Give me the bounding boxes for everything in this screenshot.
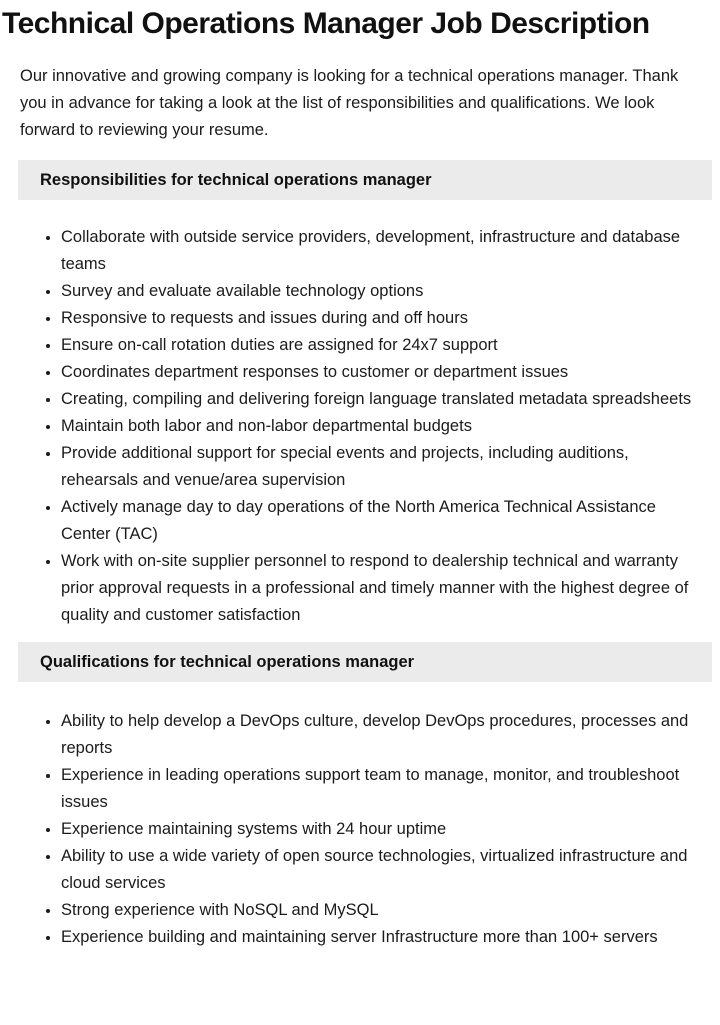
- responsibilities-heading-label: Responsibilities for technical operations manager: [40, 171, 432, 189]
- intro-paragraph: Our innovative and growing company is looking for a technical operations manager. Thank you in advance for taking a look at the list of responsibilities and qualifications. We look forward to reviewing your resume.: [20, 67, 679, 139]
- list-item: • Collaborate with outside service providers, development, infrastructure and database teams: [61, 224, 696, 278]
- list-item: • Ability to use a wide variety of open source technologies, virtualized infrastructure and cloud services: [61, 843, 696, 897]
- list-item: • Experience maintaining systems with 24 hour uptime: [61, 816, 696, 843]
- list-item: • Work with on-site supplier personnel to respond to dealership technical and warranty prior approval requests in a professional and timely manner with the highest degree of quality and customer satisfaction: [61, 548, 696, 629]
- list-item: • Actively manage day to day operations of the North America Technical Assistance Center (TAC): [61, 494, 696, 548]
- section-heading-qualifications: [18, 642, 712, 682]
- qualifications-heading-label: Qualifications for technical operations manager: [40, 653, 415, 671]
- list-item: • Ensure on-call rotation duties are assigned for 24x7 support: [61, 332, 696, 359]
- list-item: • Experience building and maintaining server Infrastructure more than 100+ servers: [61, 924, 696, 951]
- qualifications-list: [0, 708, 696, 951]
- list-item: • Survey and evaluate available technology options: [61, 278, 696, 305]
- responsibilities-list: [0, 224, 696, 629]
- list-item: • Experience in leading operations support team to manage, monitor, and troubleshoot issues: [61, 762, 696, 816]
- list-item: • Maintain both labor and non-labor departmental budgets: [61, 413, 696, 440]
- section-heading-responsibilities: [18, 160, 712, 200]
- list-item: • Creating, compiling and delivering foreign language translated metadata spreadsheets: [61, 386, 696, 413]
- list-item: • Provide additional support for special events and projects, including auditions, rehearsals and venue/area supervision: [61, 440, 696, 494]
- list-item: • Responsive to requests and issues during and off hours: [61, 305, 696, 332]
- list-item: • Strong experience with NoSQL and MySQL: [61, 897, 696, 924]
- page-title: Technical Operations Manager Job Description: [2, 7, 650, 40]
- list-item: • Ability to help develop a DevOps culture, develop DevOps procedures, processes and reports: [61, 708, 696, 762]
- list-item: • Coordinates department responses to customer or department issues: [61, 359, 696, 386]
